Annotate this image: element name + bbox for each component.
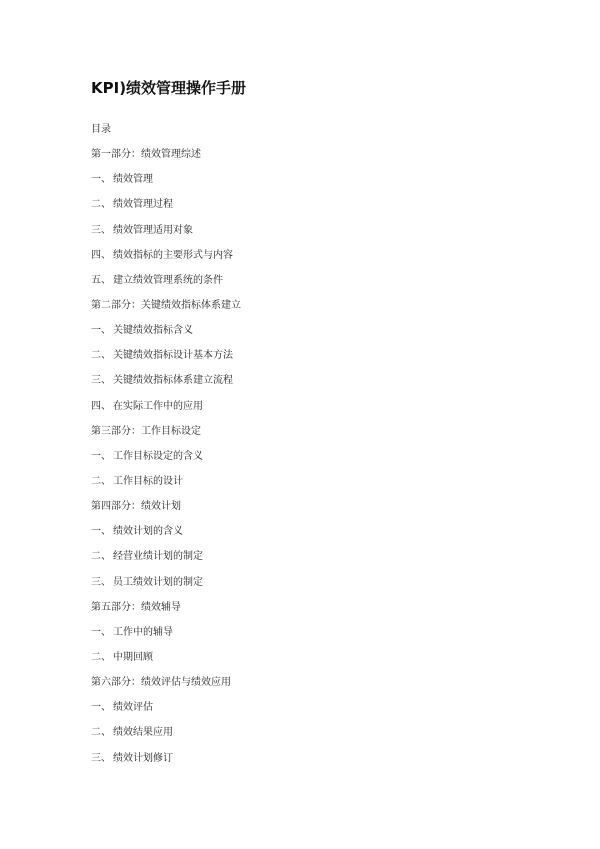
toc-item bbox=[91, 751, 241, 776]
toc-item-number: 二、 bbox=[91, 199, 111, 211]
toc-item bbox=[91, 399, 241, 424]
toc-part-label: 第三部分：工作目标设定 bbox=[91, 425, 201, 437]
toc-item bbox=[91, 197, 241, 222]
toc-item-number: 二、 bbox=[91, 651, 111, 663]
toc-item-label: 关键绩效指标体系建立流程 bbox=[113, 375, 233, 387]
toc-item bbox=[91, 373, 241, 398]
toc-item bbox=[91, 575, 241, 600]
table-of-contents bbox=[91, 122, 241, 776]
toc-item-label: 绩效管理过程 bbox=[113, 199, 173, 211]
toc-part-heading bbox=[91, 424, 241, 449]
toc-part-heading bbox=[91, 298, 241, 323]
toc-item-label: 绩效评估 bbox=[113, 702, 153, 714]
toc-item-number: 二、 bbox=[91, 350, 111, 362]
toc-item bbox=[91, 700, 241, 725]
toc-item bbox=[91, 449, 241, 474]
toc-item-number: 一、 bbox=[91, 702, 111, 714]
toc-item-label: 员工绩效计划的制定 bbox=[113, 576, 203, 588]
toc-heading-label: 目录 bbox=[91, 124, 111, 135]
toc-part-label: 第一部分：绩效管理综述 bbox=[91, 149, 201, 161]
toc-item-label: 绩效计划的含义 bbox=[113, 526, 183, 538]
toc-item-label: 绩效指标的主要形式与内容 bbox=[113, 249, 233, 261]
toc-item-label: 建立绩效管理系统的条件 bbox=[113, 274, 223, 286]
toc-item-number: 三、 bbox=[91, 224, 111, 236]
toc-heading bbox=[91, 122, 241, 147]
toc-item bbox=[91, 248, 241, 273]
toc-item-number: 三、 bbox=[91, 752, 111, 764]
toc-item-label: 在实际工作中的应用 bbox=[113, 400, 203, 412]
toc-part-label: 第四部分：绩效计划 bbox=[91, 501, 181, 513]
toc-item bbox=[91, 725, 241, 750]
toc-item-number: 二、 bbox=[91, 727, 111, 739]
toc-part-heading bbox=[91, 600, 241, 625]
toc-item-number: 二、 bbox=[91, 551, 111, 563]
toc-item-label: 经营业绩计划的制定 bbox=[113, 551, 203, 563]
toc-item-number: 二、 bbox=[91, 475, 111, 487]
toc-item bbox=[91, 524, 241, 549]
toc-part-label: 第二部分：关键绩效指标体系建立 bbox=[91, 299, 241, 311]
toc-item-number: 三、 bbox=[91, 375, 111, 387]
document-title: KPI)绩效管理操作手册 bbox=[91, 79, 247, 97]
toc-item-number: 三、 bbox=[91, 576, 111, 588]
toc-item-label: 关键绩效指标设计基本方法 bbox=[113, 350, 233, 362]
toc-item-number: 一、 bbox=[91, 325, 111, 337]
toc-item-number: 一、 bbox=[91, 626, 111, 638]
toc-item bbox=[91, 348, 241, 373]
toc-part-heading bbox=[91, 147, 241, 172]
toc-item bbox=[91, 474, 241, 499]
toc-item-label: 关键绩效指标含义 bbox=[113, 325, 193, 337]
toc-item bbox=[91, 223, 241, 248]
toc-item-number: 一、 bbox=[91, 450, 111, 462]
toc-item-number: 一、 bbox=[91, 174, 111, 186]
toc-item bbox=[91, 650, 241, 675]
toc-part-heading bbox=[91, 499, 241, 524]
toc-part-label: 第六部分：绩效评估与绩效应用 bbox=[91, 677, 231, 689]
toc-item-label: 工作目标设定的含义 bbox=[113, 450, 203, 462]
toc-item-label: 绩效管理适用对象 bbox=[113, 224, 193, 236]
toc-item bbox=[91, 323, 241, 348]
toc-item bbox=[91, 172, 241, 197]
toc-item bbox=[91, 273, 241, 298]
toc-item bbox=[91, 625, 241, 650]
toc-item-number: 四、 bbox=[91, 400, 111, 412]
toc-item-number: 五、 bbox=[91, 274, 111, 286]
toc-item-number: 四、 bbox=[91, 249, 111, 261]
toc-item-label: 绩效结果应用 bbox=[113, 727, 173, 739]
toc-item-label: 绩效计划修订 bbox=[113, 752, 173, 764]
toc-item-label: 工作目标的设计 bbox=[113, 475, 183, 487]
toc-part-label: 第五部分：绩效辅导 bbox=[91, 601, 181, 613]
toc-item-label: 绩效管理 bbox=[113, 174, 153, 186]
toc-item-number: 一、 bbox=[91, 526, 111, 538]
toc-item bbox=[91, 549, 241, 574]
toc-item-label: 中期回顾 bbox=[113, 651, 153, 663]
toc-part-heading bbox=[91, 675, 241, 700]
toc-item-label: 工作中的辅导 bbox=[113, 626, 173, 638]
